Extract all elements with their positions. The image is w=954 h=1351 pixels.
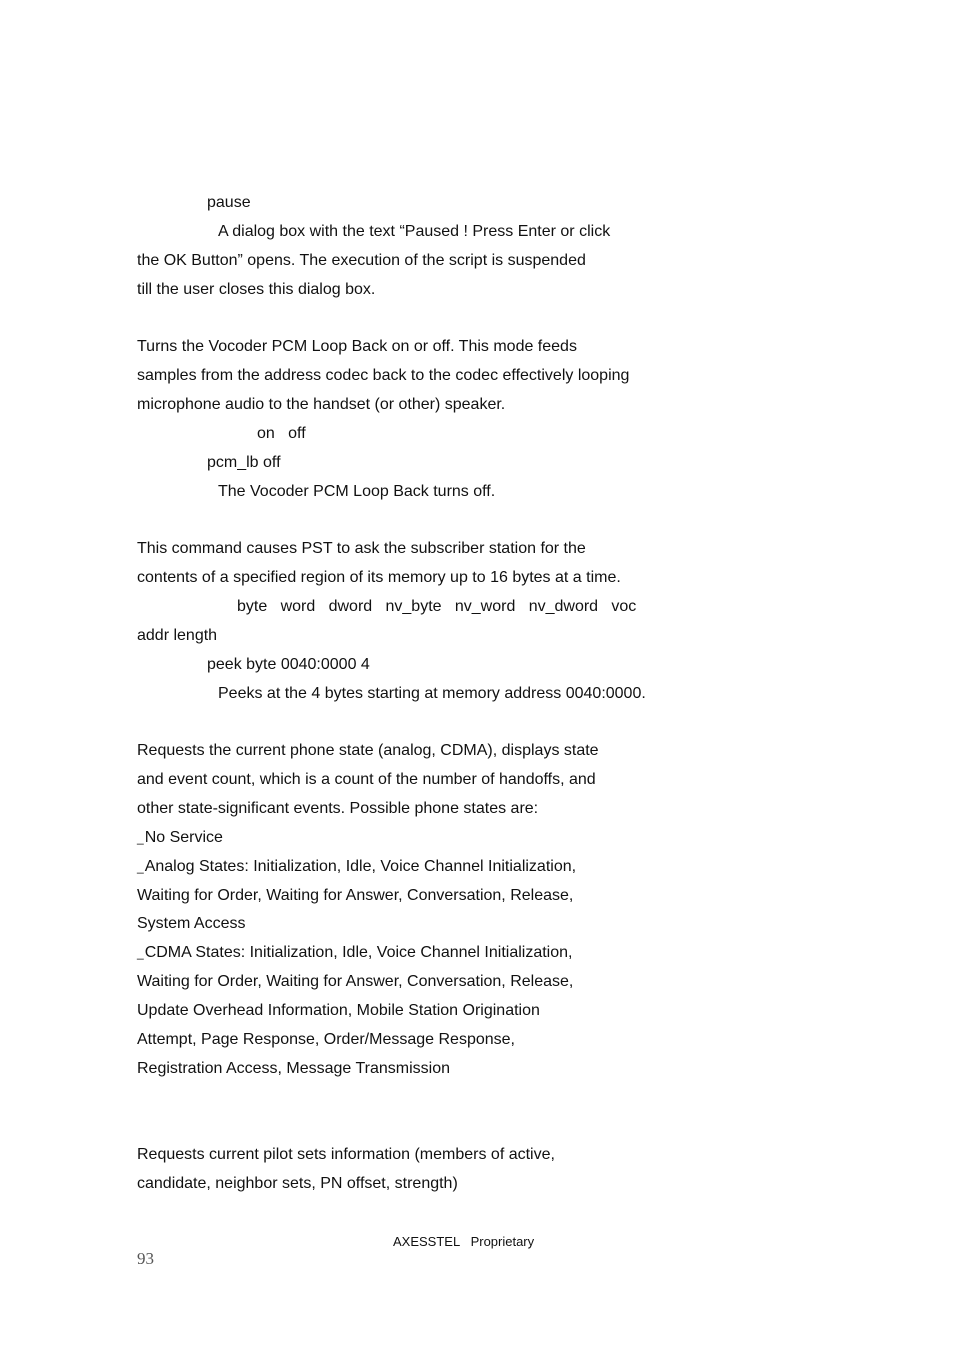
pause-syntax: pause	[207, 194, 251, 211]
peek-desc-line: contents of a specified region of its memory up to 16 bytes at a time.	[137, 569, 621, 586]
page-number: 93	[137, 1249, 154, 1268]
phone-state-bullet-analog	[137, 857, 576, 877]
phone-state-bullet-analog-cont: Waiting for Order, Waiting for Answer, Conversation, Release,	[137, 887, 574, 904]
peek-options: byte word dword nv_byte nv_word nv_dword voc	[237, 598, 637, 615]
pcm-lb-desc-line: samples from the address codec back to the codec effectively looping	[137, 367, 630, 384]
bullet-marker: _	[137, 860, 144, 874]
pcm-lb-desc-line: Turns the Vocoder PCM Loop Back on or off. This mode feeds	[137, 338, 577, 355]
pause-desc-line: A dialog box with the text “Paused ! Press Enter or click	[218, 223, 611, 240]
phone-state-bullet-cdma-cont: Update Overhead Information, Mobile Station Origination	[137, 1002, 540, 1019]
pause-desc-line: the OK Button” opens. The execution of the script is suspended	[137, 252, 586, 269]
pause-desc-line: till the user closes this dialog box.	[137, 281, 376, 298]
footer-proprietary	[393, 1234, 534, 1249]
pcm-lb-example: pcm_lb off	[207, 454, 281, 471]
phone-state-bullet-no-service	[137, 828, 223, 848]
phone-state-bullet-cdma-cont: Attempt, Page Response, Order/Message Response,	[137, 1031, 515, 1048]
peek-desc-line: This command causes PST to ask the subscriber station for the	[137, 540, 586, 557]
bullet-marker: _	[137, 946, 144, 960]
pilots-desc-line: candidate, neighbor sets, PN offset, strength)	[137, 1175, 458, 1192]
pilots-desc-line: Requests current pilot sets information (members of active,	[137, 1146, 555, 1163]
peek-example-desc: Peeks at the 4 bytes starting at memory address 0040:0000.	[218, 685, 646, 702]
bullet-text: No Service	[144, 829, 223, 846]
phone-state-bullet-cdma	[137, 943, 572, 963]
peek-example: peek byte 0040:0000 4	[207, 656, 370, 673]
phone-state-desc-line: and event count, which is a count of the number of handoffs, and	[137, 771, 596, 788]
bullet-text: Analog States: Initialization, Idle, Voice Channel Initialization,	[144, 858, 577, 875]
phone-state-bullet-analog-cont: System Access	[137, 915, 246, 932]
phone-state-desc-line: Requests the current phone state (analog, CDMA), displays state	[137, 742, 599, 759]
pcm-lb-desc-line: microphone audio to the handset (or other) speaker.	[137, 396, 506, 413]
bullet-text: CDMA States: Initialization, Idle, Voice Channel Initialization,	[144, 944, 573, 961]
pcm-lb-options: on off	[257, 425, 306, 442]
peek-params: addr length	[137, 627, 218, 644]
phone-state-bullet-cdma-cont: Waiting for Order, Waiting for Answer, Conversation, Release,	[137, 973, 574, 990]
footer-company: AXESSTEL	[393, 1234, 460, 1249]
pcm-lb-example-desc: The Vocoder PCM Loop Back turns off.	[218, 483, 496, 500]
phone-state-desc-line: other state-significant events. Possible phone states are:	[137, 800, 539, 817]
bullet-marker: _	[137, 831, 144, 845]
phone-state-bullet-cdma-cont: Registration Access, Message Transmission	[137, 1060, 451, 1077]
footer-label: Proprietary	[470, 1234, 535, 1249]
